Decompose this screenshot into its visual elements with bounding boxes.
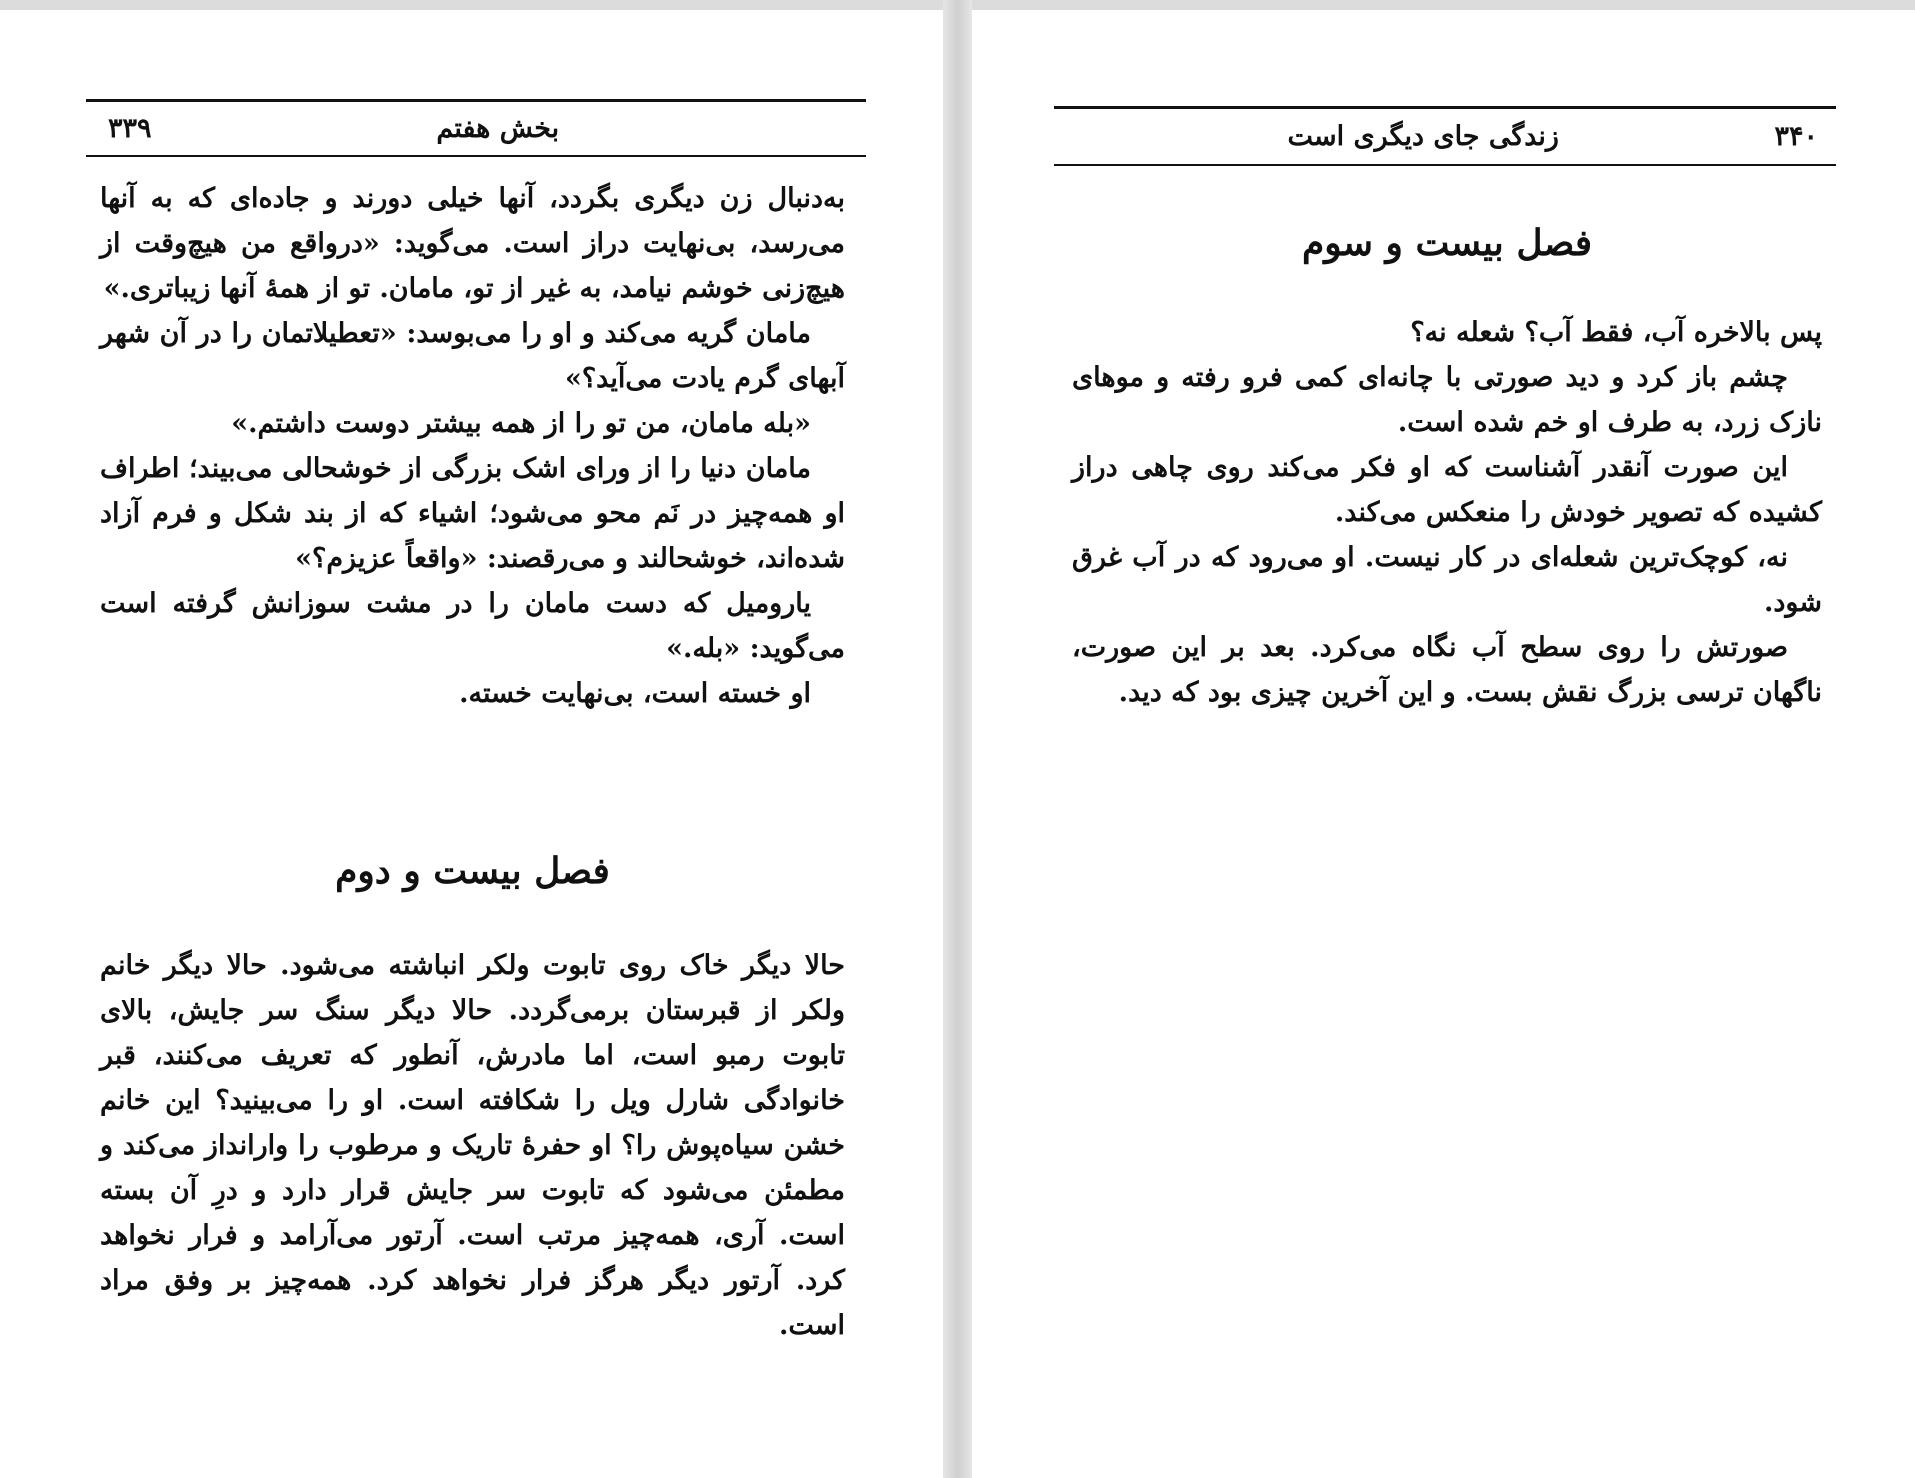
paragraph: به‌دنبال زن دیگری بگردد، آنها خیلی دورند و جاده‌ای که به آنها می‌رسد، بی‌نهایت دراز است. می‌گوید: «درواقع من هیچ‌وقت از هیچ‌زنی خوشم نیامد، به غیر از تو، مامان. تو از همهٔ آنها زیباتری.» [100,183,845,304]
right-running-head-title: زندگی جای دیگری است [1287,121,1559,152]
left-continuation-text [100,176,845,716]
paragraph: مامان گریه می‌کند و او را می‌بوسد: «تعطیلاتمان را در آن شهر آبهای گرم یادت می‌آید؟» [100,318,845,394]
paragraph: مامان دنیا را از ورای اشک بزرگی از خوشحالی می‌بیند؛ اطراف او همه‌چیز در نَم محو می‌شود؛ اشیاء که از بند شکل و فرم آزاد شده‌اند، خوشحالند و می‌رقصند: «واقعاً عزیزم؟» [100,453,845,574]
paragraph: پس بالاخره آب، فقط آب؟ شعله نه؟ [1410,317,1822,348]
paragraph: نه، کوچک‌ترین شعله‌ای در کار نیست. او می‌رود که در آب غرق شود. [1072,542,1822,618]
book-gutter [943,0,972,1478]
paragraph: حالا دیگر خاک روی تابوت ولکر انباشته می‌شود. حالا دیگر خانم ولکر از قبرستان برمی‌گردد. حالا دیگر سنگ سر جایش، بالای تابوت رمبو است، اما مادرش، آنطور که تعریف می‌کنند، قبر خانوادگی شارل ویل را شکافته است. او را می‌بینید؟ این خانم خشن سیاه‌پوش را؟ او حفرهٔ تاریک و مرطوب را وارانداز می‌کند و مطمئن می‌شود که تابوت سر جایش قرار دارد و درِ آن بسته است. آری، همه‌چیز مرتب است. آرتور می‌آرامد و فرار نخواهد کرد. آرتور دیگر هرگز فرار نخواهد کرد. همه‌چیز بر وفق مراد است. [100,950,845,1341]
paragraph: او خسته است، بی‌نهایت خسته. [459,678,811,709]
paragraph: صورتش را روی سطح آب نگاه می‌کرد. بعد بر این صورت، ناگهان ترسی بزرگ نقش بست. و این آخرین چیزی بود که دید. [1072,632,1822,708]
left-running-head-title: بخش هفتم [436,113,560,144]
left-page-number: ۳۳۹ [108,113,152,144]
right-chapter-text [1072,310,1822,715]
right-running-head [1054,106,1836,166]
chapter-title: فصل بیست و سوم [1301,222,1593,264]
paragraph: این صورت آنقدر آشناست که او فکر می‌کند روی چاهی دراز کشیده که تصویر خودش را منعکس می‌کند. [1072,452,1822,528]
right-page [972,10,1915,1478]
left-running-head [86,99,866,157]
paragraph: چشم باز کرد و دید صورتی با چانه‌ای کمی فرو رفته و موهای نازک زرد، به طرف او خم شده است. [1072,362,1822,438]
right-page-number: ۳۴۰ [1774,121,1818,152]
paragraph: «بله مامان، من تو را از همه بیشتر دوست داشتم.» [231,408,811,439]
left-page [0,10,943,1478]
chapter-title: فصل بیست و دوم [335,850,610,892]
paragraph: یارومیل که دست مامان را در مشت سوزانش گرفته است می‌گوید: «بله.» [100,588,845,664]
left-chapter-text [100,943,845,1348]
